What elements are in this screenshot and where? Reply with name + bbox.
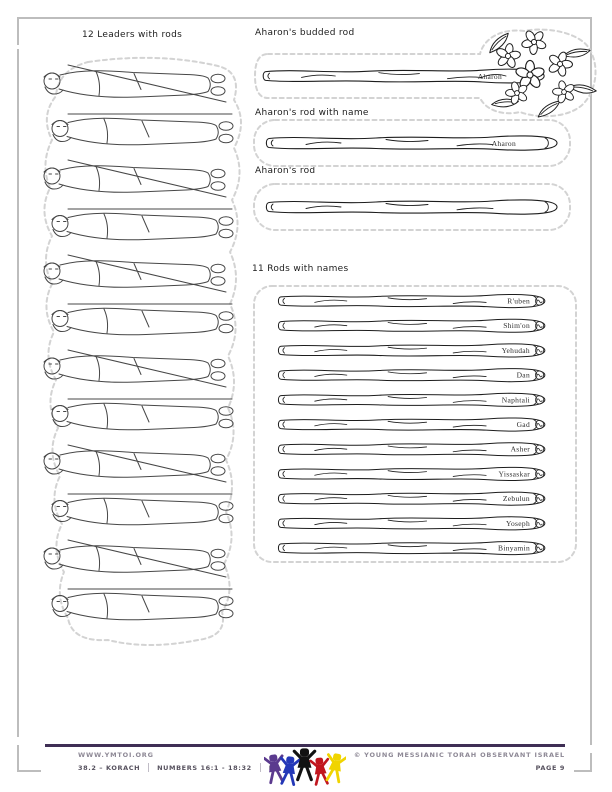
rod-row bbox=[278, 541, 544, 554]
rod-row bbox=[278, 344, 544, 357]
leader-figure bbox=[52, 589, 233, 620]
named-rod-group bbox=[250, 116, 580, 172]
rod-row bbox=[278, 467, 544, 480]
plain-rod-group bbox=[250, 180, 580, 236]
rod-row bbox=[278, 418, 544, 431]
leader-figure bbox=[44, 65, 226, 102]
footer-page-number: PAGE 9 bbox=[535, 764, 565, 772]
rod-name-label: Asher bbox=[510, 444, 530, 454]
rod-name-label: R'uben bbox=[507, 296, 530, 306]
plain-rod-graphic bbox=[266, 200, 557, 214]
footer-copyright: © YOUNG MESSIANIC TORAH OBSERVANT ISRAEL bbox=[353, 751, 565, 759]
budded-rod-heading: Aharon's budded rod bbox=[255, 28, 355, 38]
rod-name-label: Binyamin bbox=[498, 543, 530, 553]
leaders-cutout bbox=[28, 52, 248, 652]
footer-scripture: NUMBERS 16:1 - 18:32 bbox=[157, 763, 252, 772]
leader-figure bbox=[52, 304, 233, 335]
leaders-heading: 12 Leaders with rods bbox=[82, 30, 183, 40]
leader-figure bbox=[44, 255, 226, 292]
rod-row bbox=[278, 443, 544, 456]
rod-row bbox=[278, 319, 544, 332]
leader-figure bbox=[52, 494, 233, 525]
leader-figure bbox=[44, 445, 226, 482]
rod-heading: Aharon's rod bbox=[255, 166, 316, 176]
rod-name-label: Zebulun bbox=[502, 494, 530, 504]
dancer-icon bbox=[324, 753, 346, 783]
rod-row bbox=[278, 492, 544, 505]
leader-figure bbox=[44, 160, 226, 197]
rod-name-label: Yehudah bbox=[501, 345, 530, 355]
rod-name-label: Shim'on bbox=[503, 321, 530, 331]
rod-row bbox=[278, 393, 544, 406]
rods-with-names-heading: 11 Rods with names bbox=[252, 264, 349, 274]
rod-row bbox=[278, 369, 544, 382]
leader-figure bbox=[52, 209, 233, 240]
rod-name-label: Dan bbox=[516, 370, 530, 380]
dancer-icon bbox=[294, 749, 314, 780]
rod-row bbox=[278, 294, 544, 307]
budded-rod-group bbox=[250, 26, 600, 120]
footer-lesson: 38.2 – KORACH bbox=[78, 763, 141, 772]
footer-separator bbox=[260, 763, 261, 772]
leader-figure bbox=[52, 114, 233, 145]
ymtoi-logo bbox=[264, 746, 346, 792]
budded-rod-name-label: Aharon bbox=[477, 72, 502, 81]
leader-figure bbox=[52, 399, 233, 430]
rods-panel bbox=[250, 282, 584, 568]
rod-name-label: Yissaskar bbox=[498, 469, 530, 479]
named-rod-name-label: Aharon bbox=[491, 139, 516, 148]
leader-figure bbox=[44, 540, 226, 577]
rod-name-label: Naphtali bbox=[501, 395, 530, 405]
footer-website: WWW.YMTOI.ORG bbox=[78, 751, 154, 759]
footer-separator bbox=[148, 763, 149, 772]
rod-row bbox=[278, 517, 544, 530]
rod-name-label: Yoseph bbox=[506, 518, 530, 528]
dancer-icon bbox=[279, 756, 300, 785]
rod-with-name-heading: Aharon's rod with name bbox=[255, 108, 369, 118]
leader-figure bbox=[44, 350, 226, 387]
rod-name-label: Gad bbox=[516, 420, 530, 429]
footer-lesson-row bbox=[78, 763, 280, 772]
